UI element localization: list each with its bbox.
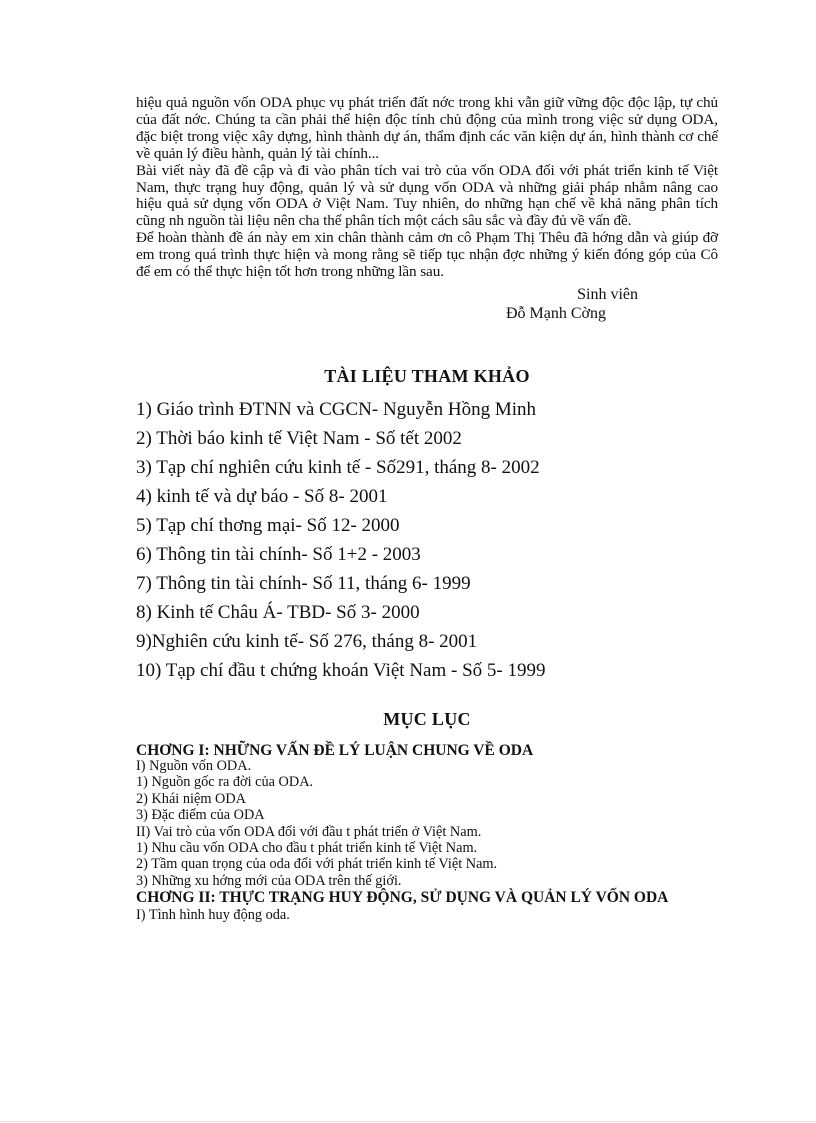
toc-entry: 2) Khái niệm ODA: [136, 790, 246, 807]
references-title: TÀI LIỆU THAM KHẢO: [324, 365, 530, 386]
reference-item: 8) Kinh tế Châu Á- TBD- Số 3- 2000: [136, 601, 420, 623]
signature-role: Sinh viên: [577, 285, 638, 303]
reference-item: 5) Tạp chí thơng mại- Số 12- 2000: [136, 514, 400, 536]
intro-paragraph: Bài viết này đã đề cập và đi vào phân tích vai trò của vốn ODA đối với phát triển kinh tế Việt Nam, thực trạng huy động, quản lý và sử dụng vốn ODA và những giải pháp nhằm nâng cao hiệu quả sử dụng vốn ODA ở Việt Nam. Tuy nhiên, do những hạn chế về khả năng phân tích cũng nh nguồn tài liệu nên cha thể phân tích một cách sâu sắc và đầy đủ về vấn đề.: [136, 161, 718, 230]
signature-block: [136, 285, 718, 323]
toc-entry: II) Vai trò của vốn ODA đối với đầu t phát triển ở Việt Nam.: [136, 823, 482, 840]
reference-item: 4) kinh tế và dự báo - Số 8- 2001: [136, 485, 388, 507]
reference-item: 6) Thông tin tài chính- Số 1+2 - 2003: [136, 543, 421, 565]
reference-item: 2) Thời báo kinh tế Việt Nam - Số tết 2002: [136, 427, 462, 449]
reference-item: 9)Nghiên cứu kinh tế- Số 276, tháng 8- 2001: [136, 630, 478, 652]
reference-item: 7) Thông tin tài chính- Số 11, tháng 6- 1999: [136, 572, 471, 594]
intro-paragraph: Để hoàn thành đề án này em xin chân thành cảm ơn cô Phạm Thị Thêu đã hớng dẫn và giúp đỡ em trong quá trình thực hiện và mong rằng sẽ tiếp tục nhận đợc những ý kiến đóng góp của Cô để em có thể thực hiện tốt hơn trong những lần sau.: [136, 229, 718, 281]
reference-item: 1) Giáo trình ĐTNN và CGCN- Nguyễn Hồng Minh: [136, 398, 537, 420]
toc-chapter: CHƠNG II: THỰC TRẠNG HUY ĐỘNG, SỬ DỤNG VÀ QUẢN LÝ VỐN ODA: [136, 889, 669, 907]
toc-entry: 3) Những xu hớng mới của ODA trên thế giới.: [136, 872, 402, 889]
references-list: [136, 395, 718, 685]
toc-entry: 1) Nhu cầu vốn ODA cho đầu t phát triển kinh tế Việt Nam.: [136, 840, 478, 856]
reference-item: 3) Tạp chí nghiên cứu kinh tế - Số291, tháng 8- 2002: [136, 456, 540, 478]
page-bottom-rule: [0, 1121, 816, 1122]
toc-entry: 1) Nguồn gốc ra đời của ODA.: [136, 774, 314, 791]
intro-section: [136, 95, 718, 281]
toc-title: MỤC LỤC: [383, 708, 471, 729]
toc-list: [136, 741, 718, 924]
toc-entry: I) Tình hình huy động oda.: [136, 907, 290, 924]
document-page: [136, 95, 718, 924]
toc-entry: 3) Đặc điểm của ODA: [136, 807, 265, 824]
toc-chapter: CHƠNG I: NHỮNG VẤN ĐỀ LÝ LUẬN CHUNG VỀ ODA: [136, 741, 534, 759]
intro-paragraph: hiệu quả nguồn vốn ODA phục vụ phát triển đất nớc trong khi vẫn giữ vững độc độc lập, tự chủ của đất nớc. Chúng ta cần phải thể hiện độc tính chủ động của mình trong việc sử dụng ODA, đặc biệt trong việc xây dựng, hình thành dự án, thẩm định các văn kiện dự án, hình thành cơ chế về quản lý điều hành, quản lý tài chính...: [136, 94, 718, 162]
signature-name: Đỗ Mạnh Cờng: [505, 304, 606, 322]
toc-entry: 2) Tầm quan trọng của oda đối với phát triển kinh tế Việt Nam.: [136, 856, 498, 873]
toc-entry: I) Nguồn vốn ODA.: [136, 757, 252, 774]
reference-item: 10) Tạp chí đầu t chứng khoán Việt Nam - Số 5- 1999: [136, 659, 546, 681]
